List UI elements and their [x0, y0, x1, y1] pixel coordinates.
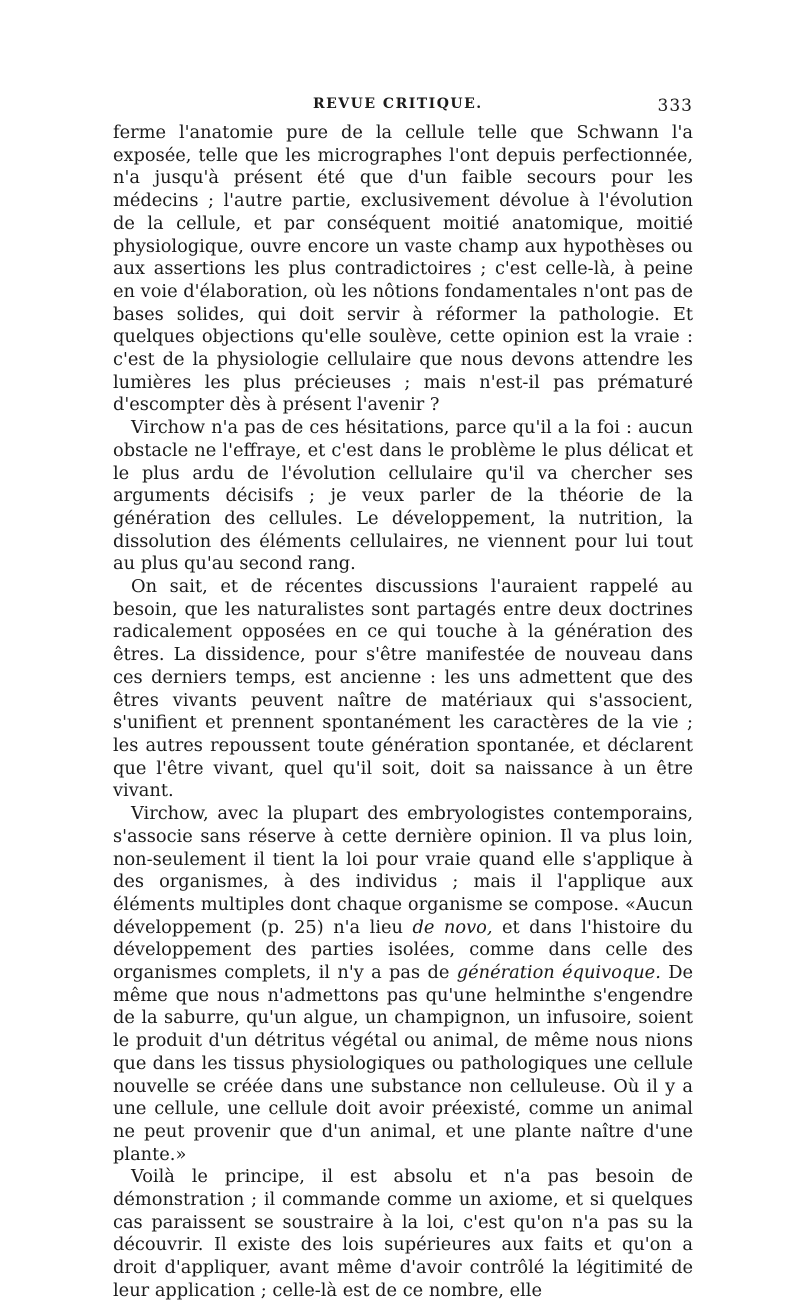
body-text	[113, 122, 693, 1303]
paragraph-4	[113, 803, 693, 1166]
paragraph-4-part-1: Virchow, avec la plupart des embryologistes contemporains, s'associe sans réserve à cette dernière opinion. Il va plus loin, non-seulement il tient la loi pour vraie quand elle s'applique à des organismes, à des individus ; mais il l'applique aux éléments multiples dont chaque organisme se compose. «Aucun développement (p. 25) n'a lieu	[113, 803, 693, 938]
paragraph-3: On sait, et de récentes discussions l'auraient rappelé au besoin, que les naturalistes sont partagés entre deux doctrines radicalement opposées en ce qui touche à la génération des êtres. La dissidence, pour s'être manifestée de nouveau dans ces derniers temps, est ancienne : les uns admettent que des êtres vivants peuvent naître de matériaux qui s'associent, s'unifient et prennent spontanément les caractères de la vie ; les autres repoussent toute génération spontanée, et déclarent que l'être vivant, quel qu'il soit, doit sa naissance à un être vivant.	[113, 576, 693, 802]
italic-generation-equivoque: génération équivoque.	[456, 962, 661, 984]
paragraph-2: Virchow n'a pas de ces hésitations, parce qu'il a la foi : aucun obstacle ne l'effraye, et c'est dans le problème le plus délicat et le plus ardu de l'évolution cellulaire qu'il va chercher ses arguments décisifs ; je veux parler de la théorie de la génération des cellules. Le développement, la nutrition, la dissolution des éléments cellulaires, ne viennent pour lui tout au plus qu'au second rang.	[113, 417, 693, 575]
paragraph-4-part-2: et dans l'histoire du développement des parties isolées, comme dans celle des organismes complets, il n'y a pas de	[113, 916, 693, 984]
paragraph-1: ferme l'anatomie pure de la cellule telle que Schwann l'a exposée, telle que les micrographes l'ont depuis perfectionnée, n'a jusqu'à présent été que d'un faible secours pour les médecins ; l'autre partie, exclusivement dévolue à l'évolution de la cellule, et par conséquent moitié anatomique, moitié physiologique, ouvre encore un vaste champ aux hypothèses ou aux assertions les plus contradictoires ; c'est celle-là, à peine en voie d'élaboration, où les nôtions fondamentales n'ont pas de bases solides, qui doit servir à réformer la pathologie. Et quelques objections qu'elle soulève, cette opinion est la vraie : c'est de la physiologie cellulaire que nous devons attendre les lumières les plus précieuses ; mais n'est-il pas prématuré d'escompter dès à présent l'avenir ?	[113, 122, 693, 416]
paragraph-4-part-3: De même que nous n'admettons pas qu'une helminthe s'engendre de la saburre, qu'un algue, un champignon, un infusoire, soient le produit d'un détritus végétal ou animal, de même nous nions que dans les tissus physiologiques ou pathologiques une cellule nouvelle se créée dans une substance non celluleuse. Où il y a une cellule, une cellule doit avoir préexisté, comme un animal ne peut provenir que d'un animal, et une plante naître d'une plante.»	[113, 962, 693, 1165]
running-header	[113, 96, 693, 122]
page-number: 333	[657, 96, 693, 116]
running-title: REVUE CRITIQUE.	[313, 96, 483, 112]
italic-de-novo: de novo,	[412, 916, 493, 938]
book-page	[113, 96, 693, 1303]
paragraph-5: Voilà le principe, il est absolu et n'a pas besoin de démonstration ; il commande comme un axiome, et si quelques cas paraissent se soustraire à la loi, c'est qu'on n'a pas su la découvrir. Il existe des lois supérieures aux faits et qu'on a droit d'appliquer, avant même d'avoir contrôlé la légitimité de leur application ; celle-là est de ce nombre, elle	[113, 1166, 693, 1301]
